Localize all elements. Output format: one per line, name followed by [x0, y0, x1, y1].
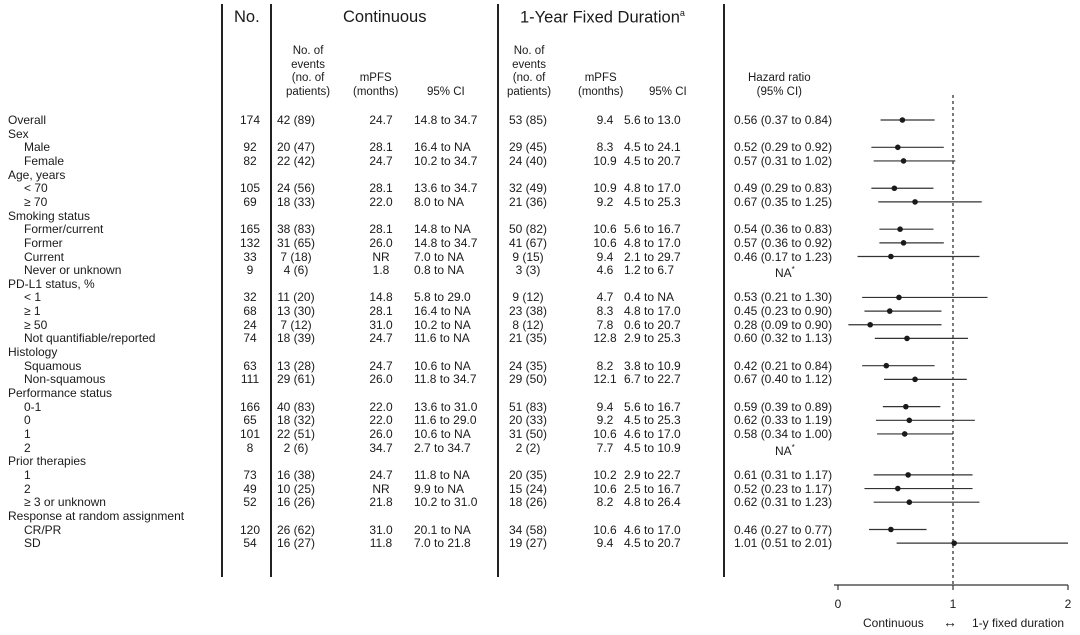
cell-c-ci: 10.2 to NA — [414, 317, 471, 332]
cell-c-mpfs: 24.7 — [369, 113, 393, 127]
cell-f-mpfs: 7.7 — [596, 440, 614, 455]
cell-f-ci: 4.8 to 17.0 — [624, 235, 681, 250]
cell-c-events: 26 (62) — [276, 522, 316, 537]
cell-c-mpfs: 22.0 — [369, 413, 393, 428]
cell-f-ci: 5.6 to 16.7 — [624, 222, 681, 237]
cell-f-events: 29 (50) — [508, 372, 548, 387]
x-tick-label: 1 — [949, 597, 957, 611]
row-label: < 70 — [24, 181, 48, 196]
row-label: Male — [24, 140, 51, 155]
cell-f-ci: 4.8 to 17.0 — [624, 181, 681, 196]
cell-hr-text: 0.28 (0.09 to 0.90) — [734, 317, 833, 332]
cell-f-events: 20 (33) — [508, 413, 548, 428]
cell-c-events: 31 (65) — [276, 235, 316, 250]
cell-hr-text: 0.56 (0.37 to 0.84) — [734, 113, 833, 127]
cell-c-events: 24 (56) — [276, 181, 316, 196]
cell-c-events: 18 (33) — [276, 194, 316, 209]
cell-no: 101 — [239, 426, 261, 441]
cell-no: 33 — [243, 249, 257, 264]
cell-c-mpfs: NR — [372, 481, 390, 496]
cell-f-events: 21 (35) — [508, 331, 548, 346]
cell-f-ci: 4.5 to 25.3 — [624, 194, 681, 209]
hr-point — [912, 377, 918, 383]
cell-hr-text: 0.62 (0.33 to 1.19) — [734, 413, 833, 428]
row-label: Current — [24, 249, 65, 264]
cell-c-events: 40 (83) — [276, 399, 316, 414]
cell-c-events: 22 (51) — [276, 426, 316, 441]
cell-f-mpfs: 9.4 — [596, 399, 614, 414]
cell-no: 63 — [243, 358, 257, 373]
cell-no: 49 — [243, 481, 257, 496]
subheader-line: (months) — [578, 85, 624, 98]
group-label: Smoking status — [8, 208, 91, 223]
subheader-line: No. of — [292, 45, 324, 57]
cell-c-ci: 5.8 to 29.0 — [414, 290, 471, 305]
cell-c-mpfs: 34.7 — [369, 440, 393, 455]
hr-point — [892, 185, 898, 191]
cell-f-mpfs: 7.8 — [596, 317, 614, 332]
cell-c-ci: 13.6 to 31.0 — [414, 399, 478, 414]
group-label: Histology — [8, 345, 58, 360]
cell-no: 165 — [239, 222, 261, 237]
cell-c-ci: 10.2 to 31.0 — [414, 495, 478, 510]
cell-hr-na-footnote: * — [791, 442, 795, 452]
cell-f-mpfs: 9.2 — [596, 413, 614, 428]
cell-hr-text: 0.57 (0.36 to 0.92) — [734, 235, 833, 250]
subheader-line: patients) — [286, 85, 331, 98]
header-no: No. — [234, 8, 260, 26]
cell-hr-text: 0.54 (0.36 to 0.83) — [734, 222, 833, 237]
row-label: Former — [24, 235, 63, 250]
cell-c-mpfs: 28.1 — [369, 222, 393, 237]
hr-point — [912, 199, 918, 205]
cell-c-events: 18 (39) — [276, 331, 316, 346]
cell-f-ci: 6.7 to 22.7 — [624, 372, 681, 387]
legend-left: Continuous — [863, 616, 924, 630]
group-label: Response at random assignment — [8, 508, 185, 523]
hr-point — [907, 418, 913, 424]
cell-f-ci: 2.1 to 29.7 — [624, 249, 681, 264]
cell-f-events: 2 (2) — [515, 440, 541, 455]
cell-f-mpfs: 10.6 — [593, 235, 617, 250]
cell-c-events: 16 (26) — [276, 495, 316, 510]
row-label: 0 — [24, 413, 31, 428]
hr-point — [888, 527, 894, 533]
cell-no: 120 — [239, 522, 261, 537]
cell-f-mpfs: 8.3 — [596, 304, 614, 319]
cell-f-ci: 5.6 to 16.7 — [624, 399, 681, 414]
cell-c-events: 13 (28) — [276, 358, 316, 373]
cell-hr-text: 0.52 (0.23 to 1.17) — [734, 481, 833, 496]
cell-c-mpfs: 28.1 — [369, 304, 393, 319]
hr-point — [867, 322, 873, 328]
row-label: ≥ 1 — [24, 304, 41, 319]
cell-f-mpfs: 10.6 — [593, 222, 617, 237]
header-fixed-duration-text: 1-Year Fixed Duration — [520, 8, 680, 27]
cell-f-mpfs: 10.9 — [593, 181, 617, 196]
cell-no: 105 — [239, 181, 261, 196]
cell-f-events: 32 (49) — [508, 181, 548, 196]
row-label: 2 — [24, 440, 31, 455]
hr-point — [887, 308, 893, 314]
cell-hr-text: 0.52 (0.29 to 0.92) — [734, 140, 833, 155]
row-label: CR/PR — [24, 522, 62, 537]
hr-point — [901, 240, 907, 246]
cell-f-ci: 4.5 to 25.3 — [624, 413, 681, 428]
cell-f-mpfs: 9.2 — [596, 194, 614, 209]
cell-f-mpfs: 10.6 — [593, 426, 617, 441]
cell-c-mpfs: 1.8 — [372, 263, 390, 278]
cell-f-mpfs: 10.2 — [593, 467, 617, 482]
cell-f-mpfs: 9.4 — [596, 536, 614, 551]
cell-f-events: 9 (15) — [512, 249, 544, 264]
cell-c-ci: 14.8 to 34.7 — [414, 235, 478, 250]
cell-c-mpfs: 26.0 — [369, 372, 393, 387]
group-label: Age, years — [8, 167, 66, 182]
cell-f-events: 23 (38) — [508, 304, 548, 319]
cell-c-ci: 11.6 to NA — [414, 331, 470, 346]
subheader-line: mPFS — [584, 72, 617, 84]
cell-no: 111 — [240, 372, 260, 387]
row-label: ≥ 3 or unknown — [24, 495, 106, 510]
cell-c-events: 20 (47) — [276, 140, 316, 155]
subheader-line: events — [291, 58, 325, 71]
cell-no: 132 — [239, 235, 261, 250]
subheader-line: patients) — [507, 85, 552, 98]
subheader-line: mPFS — [359, 72, 392, 84]
cell-hr-text: 0.53 (0.21 to 1.30) — [734, 290, 833, 305]
cell-c-events: 4 (6) — [283, 263, 309, 278]
row-label: Non-squamous — [24, 372, 106, 387]
cell-no: 54 — [243, 536, 257, 551]
legend-right: 1-y fixed duration — [972, 616, 1065, 630]
cell-f-events: 3 (3) — [515, 263, 541, 278]
subheader-ci: 95% CI — [427, 86, 465, 98]
subheader-line: (95% CI) — [756, 85, 802, 98]
cell-c-mpfs: 22.0 — [369, 194, 393, 209]
cell-c-events: 18 (32) — [276, 413, 316, 428]
cell-f-mpfs: 4.7 — [596, 290, 614, 305]
cell-c-mpfs: 11.8 — [369, 536, 393, 551]
cell-c-mpfs: 28.1 — [369, 181, 393, 196]
cell-c-events: 11 (20) — [277, 290, 315, 305]
hr-point — [907, 499, 913, 505]
cell-f-ci: 5.6 to 13.0 — [624, 113, 681, 127]
cell-hr-text: 0.67 (0.40 to 1.12) — [734, 372, 833, 387]
cell-f-events: 53 (85) — [508, 113, 548, 127]
cell-f-ci: 4.5 to 20.7 — [624, 536, 681, 551]
row-label: SD — [24, 536, 41, 551]
cell-f-events: 31 (50) — [508, 426, 548, 441]
cell-hr-text: 0.46 (0.17 to 1.23) — [734, 249, 833, 264]
cell-c-ci: 20.1 to NA — [414, 522, 471, 537]
cell-c-ci: 7.0 to 21.8 — [414, 536, 471, 551]
cell-c-ci: 14.8 to 34.7 — [414, 113, 478, 127]
cell-c-ci: 16.4 to NA — [414, 304, 471, 319]
cell-c-mpfs: 22.0 — [369, 399, 393, 414]
group-label: Prior therapies — [8, 454, 87, 469]
cell-c-mpfs: 31.0 — [369, 317, 393, 332]
cell-hr-text: 0.62 (0.31 to 1.23) — [734, 495, 833, 510]
cell-f-events: 21 (36) — [508, 194, 548, 209]
group-label: Performance status — [8, 386, 113, 400]
cell-f-mpfs: 9.4 — [596, 113, 614, 127]
cell-c-ci: 11.6 to 29.0 — [414, 413, 477, 428]
cell-f-mpfs: 10.6 — [593, 522, 617, 537]
cell-f-mpfs: 12.8 — [593, 331, 617, 346]
hr-point — [884, 363, 890, 369]
cell-f-events: 19 (27) — [508, 536, 548, 551]
legend-arrow: ↔ — [943, 614, 957, 630]
row-label: ≥ 70 — [24, 194, 48, 209]
cell-c-ci: 14.8 to NA — [414, 222, 471, 237]
cell-no: 24 — [243, 317, 257, 332]
cell-c-events: 7 (18) — [280, 249, 312, 264]
row-label: 1 — [24, 426, 31, 441]
cell-no: 9 — [246, 263, 254, 278]
hr-point — [897, 226, 903, 232]
cell-hr-na-text: NA — [775, 443, 792, 458]
cell-f-events: 50 (82) — [508, 222, 548, 237]
cell-f-mpfs: 12.1 — [593, 372, 617, 387]
cell-c-ci: 11.8 to NA — [414, 467, 470, 482]
row-label: Overall — [8, 113, 47, 127]
cell-c-events: 29 (61) — [276, 372, 316, 387]
cell-c-mpfs: NR — [372, 249, 390, 264]
hr-point — [902, 431, 908, 437]
row-label: 2 — [24, 481, 31, 496]
cell-c-events: 2 (6) — [283, 440, 309, 455]
cell-c-mpfs: 31.0 — [369, 522, 393, 537]
hr-point — [895, 145, 901, 151]
cell-f-events: 9 (12) — [512, 290, 544, 305]
cell-c-ci: 10.6 to NA — [414, 358, 471, 373]
cell-c-events: 7 (12) — [280, 317, 312, 332]
cell-no: 74 — [243, 331, 257, 346]
cell-c-ci: 11.8 to 34.7 — [414, 372, 477, 387]
subheader-line: events — [512, 58, 546, 71]
cell-c-events: 10 (25) — [276, 481, 316, 496]
row-label: 0-1 — [24, 399, 42, 414]
hr-point — [900, 117, 906, 123]
cell-hr-text: 0.67 (0.35 to 1.25) — [734, 194, 833, 209]
cell-no: 92 — [243, 140, 257, 155]
cell-c-ci: 2.7 to 34.7 — [414, 440, 471, 455]
cell-no: 52 — [243, 495, 257, 510]
header-continuous: Continuous — [343, 8, 427, 26]
row-label: Never or unknown — [24, 263, 122, 278]
header-fixed-footnote: a — [679, 8, 685, 18]
row-label: Former/current — [24, 222, 104, 237]
cell-f-events: 34 (58) — [508, 522, 548, 537]
cell-f-events: 51 (83) — [508, 399, 548, 414]
hr-point — [951, 540, 957, 546]
cell-c-events: 16 (38) — [276, 467, 316, 482]
cell-c-ci: 7.0 to NA — [414, 249, 465, 264]
group-label: PD-L1 status, % — [8, 276, 95, 291]
cell-f-mpfs: 10.9 — [593, 153, 617, 168]
row-label: Female — [24, 153, 65, 168]
row-label: < 1 — [24, 290, 42, 305]
cell-c-ci: 10.6 to NA — [414, 426, 471, 441]
cell-hr-text: 1.01 (0.51 to 2.01) — [734, 536, 833, 551]
cell-c-ci: 8.0 to NA — [414, 194, 465, 209]
cell-c-ci: 13.6 to 34.7 — [414, 181, 478, 196]
cell-c-ci: 16.4 to NA — [414, 140, 471, 155]
cell-f-ci: 4.8 to 17.0 — [624, 304, 681, 319]
cell-f-ci: 3.8 to 10.9 — [624, 358, 681, 373]
cell-f-events: 8 (12) — [512, 317, 544, 332]
cell-f-events: 20 (35) — [508, 467, 548, 482]
cell-hr-text: 0.42 (0.21 to 0.84) — [734, 358, 833, 373]
cell-hr-na-text: NA — [775, 266, 792, 281]
cell-f-mpfs: 10.6 — [593, 481, 617, 496]
hr-point — [903, 404, 909, 410]
cell-f-ci: 4.5 to 20.7 — [624, 153, 681, 168]
cell-hr-na-footnote: * — [791, 265, 795, 275]
hr-point — [888, 254, 894, 260]
subheader-line: (no. of — [291, 72, 325, 85]
cell-c-mpfs: 24.7 — [369, 153, 393, 168]
cell-c-ci: 10.2 to 34.7 — [414, 153, 478, 168]
cell-c-events: 38 (83) — [276, 222, 316, 237]
subheader-line: (no. of — [512, 72, 546, 85]
subheader-line: No. of — [513, 45, 545, 57]
cell-f-ci: 4.8 to 26.4 — [624, 495, 681, 510]
x-tick-label: 0 — [834, 597, 842, 611]
cell-c-mpfs: 14.8 — [369, 290, 393, 305]
cell-c-mpfs: 26.0 — [369, 235, 393, 250]
cell-f-ci: 4.6 to 17.0 — [624, 522, 681, 537]
cell-c-mpfs: 26.0 — [369, 426, 393, 441]
hr-point — [896, 295, 902, 301]
group-label: Sex — [8, 126, 29, 141]
hr-point — [905, 472, 911, 478]
cell-c-mpfs: 24.7 — [369, 358, 393, 373]
cell-f-mpfs: 8.2 — [596, 358, 614, 373]
cell-c-mpfs: 21.8 — [369, 495, 393, 510]
cell-f-events: 18 (26) — [508, 495, 548, 510]
cell-f-ci: 0.4 to NA — [624, 290, 675, 305]
cell-no: 65 — [243, 413, 257, 428]
row-label: Squamous — [24, 358, 82, 373]
cell-f-ci: 4.5 to 10.9 — [624, 440, 681, 455]
cell-hr-text: 0.61 (0.31 to 1.17) — [734, 467, 833, 482]
cell-hr-text: 0.58 (0.34 to 1.00) — [734, 426, 833, 441]
cell-c-events: 13 (30) — [276, 304, 316, 319]
cell-no: 82 — [243, 153, 257, 168]
cell-hr-text: 0.59 (0.39 to 0.89) — [734, 399, 833, 414]
cell-no: 166 — [239, 399, 261, 414]
cell-f-ci: 4.5 to 24.1 — [624, 140, 681, 155]
cell-c-mpfs: 24.7 — [369, 331, 393, 346]
cell-f-mpfs: 4.6 — [596, 263, 614, 278]
cell-c-mpfs: 24.7 — [369, 467, 393, 482]
cell-f-ci: 2.5 to 16.7 — [624, 481, 681, 496]
cell-c-ci: 9.9 to NA — [414, 481, 465, 496]
cell-hr-text: 0.60 (0.32 to 1.13) — [734, 331, 833, 346]
cell-no: 32 — [243, 290, 257, 305]
subheader-ci: 95% CI — [649, 86, 687, 98]
row-label: ≥ 50 — [24, 317, 48, 332]
row-label: Not quantifiable/reported — [24, 331, 156, 346]
hr-point — [895, 486, 901, 492]
cell-f-ci: 0.6 to 20.7 — [624, 317, 681, 332]
cell-c-events: 42 (89) — [276, 113, 316, 127]
cell-hr-text: 0.46 (0.27 to 0.77) — [734, 522, 833, 537]
cell-c-ci: 0.8 to NA — [414, 263, 465, 278]
cell-f-ci: 2.9 to 25.3 — [624, 331, 681, 346]
subheader-line: (months) — [353, 85, 399, 98]
hr-point — [904, 336, 910, 342]
subheader-line: Hazard ratio — [748, 72, 811, 84]
cell-f-ci: 2.9 to 22.7 — [624, 467, 681, 482]
cell-c-events: 22 (42) — [276, 153, 316, 168]
cell-f-events: 24 (40) — [508, 153, 548, 168]
cell-c-events: 16 (27) — [276, 536, 316, 551]
cell-hr-text: 0.57 (0.31 to 1.02) — [734, 153, 833, 168]
cell-f-mpfs: 8.3 — [596, 140, 614, 155]
x-tick-label: 2 — [1064, 597, 1072, 611]
cell-no: 73 — [243, 467, 257, 482]
cell-f-events: 24 (35) — [508, 358, 548, 373]
cell-hr-text: 0.45 (0.23 to 0.90) — [734, 304, 833, 319]
cell-no: 8 — [246, 440, 254, 455]
hr-point — [901, 158, 907, 164]
cell-f-mpfs: 9.4 — [596, 249, 614, 264]
cell-no: 68 — [243, 304, 257, 319]
cell-f-ci: 1.2 to 6.7 — [624, 263, 675, 278]
row-label: 1 — [24, 467, 31, 482]
cell-c-mpfs: 28.1 — [369, 140, 393, 155]
cell-no: 69 — [243, 194, 257, 209]
cell-no: 174 — [239, 113, 261, 127]
cell-f-events: 29 (45) — [508, 140, 548, 155]
cell-f-ci: 4.6 to 17.0 — [624, 426, 681, 441]
cell-f-mpfs: 8.2 — [596, 495, 614, 510]
cell-f-events: 41 (67) — [508, 235, 548, 250]
cell-f-events: 15 (24) — [508, 481, 548, 496]
cell-hr-text: 0.49 (0.29 to 0.83) — [734, 181, 833, 196]
